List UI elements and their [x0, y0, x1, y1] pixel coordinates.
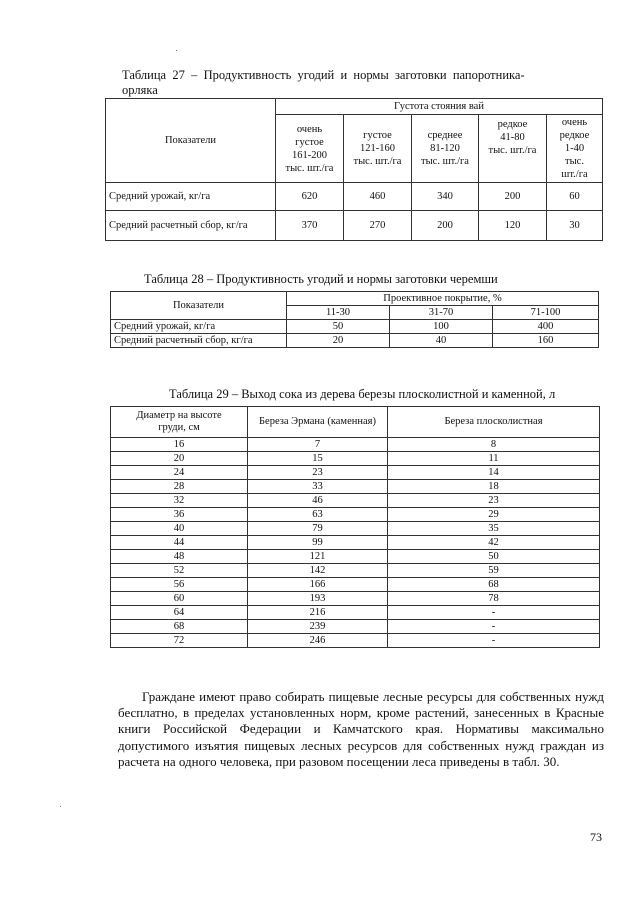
table-row [111, 564, 600, 578]
header-line: 81-120 [430, 143, 460, 154]
header-line: тыс. [565, 156, 584, 167]
table-row [111, 466, 600, 480]
header-line: редкое [559, 130, 590, 141]
table-row [111, 522, 600, 536]
table27-col-header [412, 115, 479, 183]
table27-col-header [479, 115, 547, 183]
cell: 166 [248, 578, 388, 592]
cell: 100 [390, 320, 493, 334]
cell: - [388, 620, 600, 634]
cell: 246 [248, 634, 388, 648]
cell: 72 [111, 634, 248, 648]
header-line: густое [363, 130, 392, 141]
table28-col-header: 71-100 [493, 306, 599, 320]
cell: 63 [248, 508, 388, 522]
table-row [111, 452, 600, 466]
header-line: тыс. шт./га [488, 145, 537, 156]
table-row [111, 606, 600, 620]
row-label: Средний расчетный сбор, кг/га [106, 211, 276, 241]
header-line: среднее [427, 130, 463, 141]
cell: 60 [111, 592, 248, 606]
cell: 79 [248, 522, 388, 536]
table-row [111, 334, 599, 348]
table27-label-header: Показатели [106, 99, 276, 183]
header-line: 41-80 [500, 132, 525, 143]
cell: - [388, 634, 600, 648]
table27-caption-line2: орляка [122, 83, 158, 97]
scan-speck [60, 806, 61, 807]
cell: 46 [248, 494, 388, 508]
cell: 200 [412, 211, 479, 241]
cell: 460 [344, 183, 412, 211]
cell: 50 [388, 550, 600, 564]
cell: 270 [344, 211, 412, 241]
header-line: редкое [497, 119, 528, 130]
table28-group-header: Проективное покрытие, % [287, 292, 599, 306]
table-row [111, 438, 600, 452]
cell: 23 [248, 466, 388, 480]
cell: 35 [388, 522, 600, 536]
table-row [111, 620, 600, 634]
cell: 11 [388, 452, 600, 466]
table27-group-header: Густота стояния вай [276, 99, 603, 115]
table29-diameter-header [111, 407, 248, 438]
table29-header-row [111, 407, 600, 438]
table27-col-header [276, 115, 344, 183]
cell: 18 [388, 480, 600, 494]
header-line: тыс. шт./га [421, 156, 469, 167]
table-27 [105, 98, 603, 241]
header-line: 121-160 [360, 143, 395, 154]
cell: 239 [248, 620, 388, 634]
table28-col-header: 11-30 [287, 306, 390, 320]
table28-caption: Таблица 28 – Продуктивность угодий и нормы заготовки черемши [144, 272, 498, 286]
header-line: Диаметр на высоте [136, 410, 222, 421]
cell: 33 [248, 480, 388, 494]
header-line: густое [295, 136, 324, 148]
header-line: очень [296, 123, 323, 135]
cell: 30 [547, 211, 603, 241]
cell: 44 [111, 536, 248, 550]
cell: 36 [111, 508, 248, 522]
cell: 370 [276, 211, 344, 241]
cell: 40 [111, 522, 248, 536]
table-28 [110, 291, 599, 348]
cell: 78 [388, 592, 600, 606]
header-line: тыс. шт./га [285, 162, 334, 174]
table-row [111, 508, 600, 522]
table27-caption-line1: Таблица 27 – Продуктивность угодий и нормы заготовки папоротника- [122, 68, 525, 82]
cell: 16 [111, 438, 248, 452]
cell: 64 [111, 606, 248, 620]
table-row [111, 634, 600, 648]
table-row [111, 550, 600, 564]
cell: 99 [248, 536, 388, 550]
scan-speck [176, 50, 177, 51]
cell: 142 [248, 564, 388, 578]
table27-col-header [547, 115, 603, 183]
table-row [111, 536, 600, 550]
table28-col-header: 31-70 [390, 306, 493, 320]
table-row [111, 480, 600, 494]
header-line: очень [561, 117, 588, 128]
cell: 620 [276, 183, 344, 211]
table27-col-header [344, 115, 412, 183]
header-line: шт./га [561, 169, 588, 180]
header-line: 1-40 [564, 143, 585, 154]
cell: 14 [388, 466, 600, 480]
cell: 48 [111, 550, 248, 564]
row-label: Средний урожай, кг/га [106, 183, 276, 211]
cell: 193 [248, 592, 388, 606]
table-row [106, 211, 603, 241]
table-row [106, 183, 603, 211]
cell: 8 [388, 438, 600, 452]
table29-body [111, 438, 600, 648]
cell: 200 [479, 183, 547, 211]
body-paragraph: Граждане имеют право собирать пищевые лесные ресурсы для собственных нужд бесплатно, в пределах установленных норм, кроме растений, занесенных в Красные книги Российской Федерации и Камчатского края. Нормативы максимально допустимого изъятия пищевых лесных ресурсов для собственных нужд граждан из расчета на одного человека, при разовом посещении леса приведены в табл. 30. [118, 689, 604, 769]
table-29 [110, 406, 600, 648]
cell: 42 [388, 536, 600, 550]
header-line: тыс. шт./га [353, 156, 402, 167]
table-row [111, 320, 599, 334]
table29-caption: Таблица 29 – Выход сока из дерева березы плосколистной и каменной, л [169, 387, 556, 401]
row-label: Средний расчетный сбор, кг/га [111, 334, 287, 348]
cell: 7 [248, 438, 388, 452]
cell: 120 [479, 211, 547, 241]
cell: 15 [248, 452, 388, 466]
cell: 40 [390, 334, 493, 348]
table27-caption [122, 68, 606, 98]
cell: 52 [111, 564, 248, 578]
cell: 56 [111, 578, 248, 592]
cell: 32 [111, 494, 248, 508]
cell: 400 [493, 320, 599, 334]
cell: 50 [287, 320, 390, 334]
row-label: Средний урожай, кг/га [111, 320, 287, 334]
cell: 59 [388, 564, 600, 578]
header-line: 161-200 [292, 149, 327, 161]
cell: 216 [248, 606, 388, 620]
table28-label-header: Показатели [111, 292, 287, 320]
cell: 20 [111, 452, 248, 466]
cell: 28 [111, 480, 248, 494]
cell: 20 [287, 334, 390, 348]
table29-flatleaf-header: Береза плосколистная [388, 407, 600, 438]
cell: - [388, 606, 600, 620]
cell: 68 [111, 620, 248, 634]
cell: 24 [111, 466, 248, 480]
header-line: груди, см [158, 422, 200, 433]
cell: 60 [547, 183, 603, 211]
cell: 121 [248, 550, 388, 564]
page-number: 73 [590, 830, 602, 844]
cell: 23 [388, 494, 600, 508]
table-row [111, 592, 600, 606]
cell: 29 [388, 508, 600, 522]
table-row [111, 494, 600, 508]
cell: 340 [412, 183, 479, 211]
cell: 68 [388, 578, 600, 592]
table-row [111, 578, 600, 592]
table29-erman-header: Береза Эрмана (каменная) [248, 407, 388, 438]
cell: 160 [493, 334, 599, 348]
